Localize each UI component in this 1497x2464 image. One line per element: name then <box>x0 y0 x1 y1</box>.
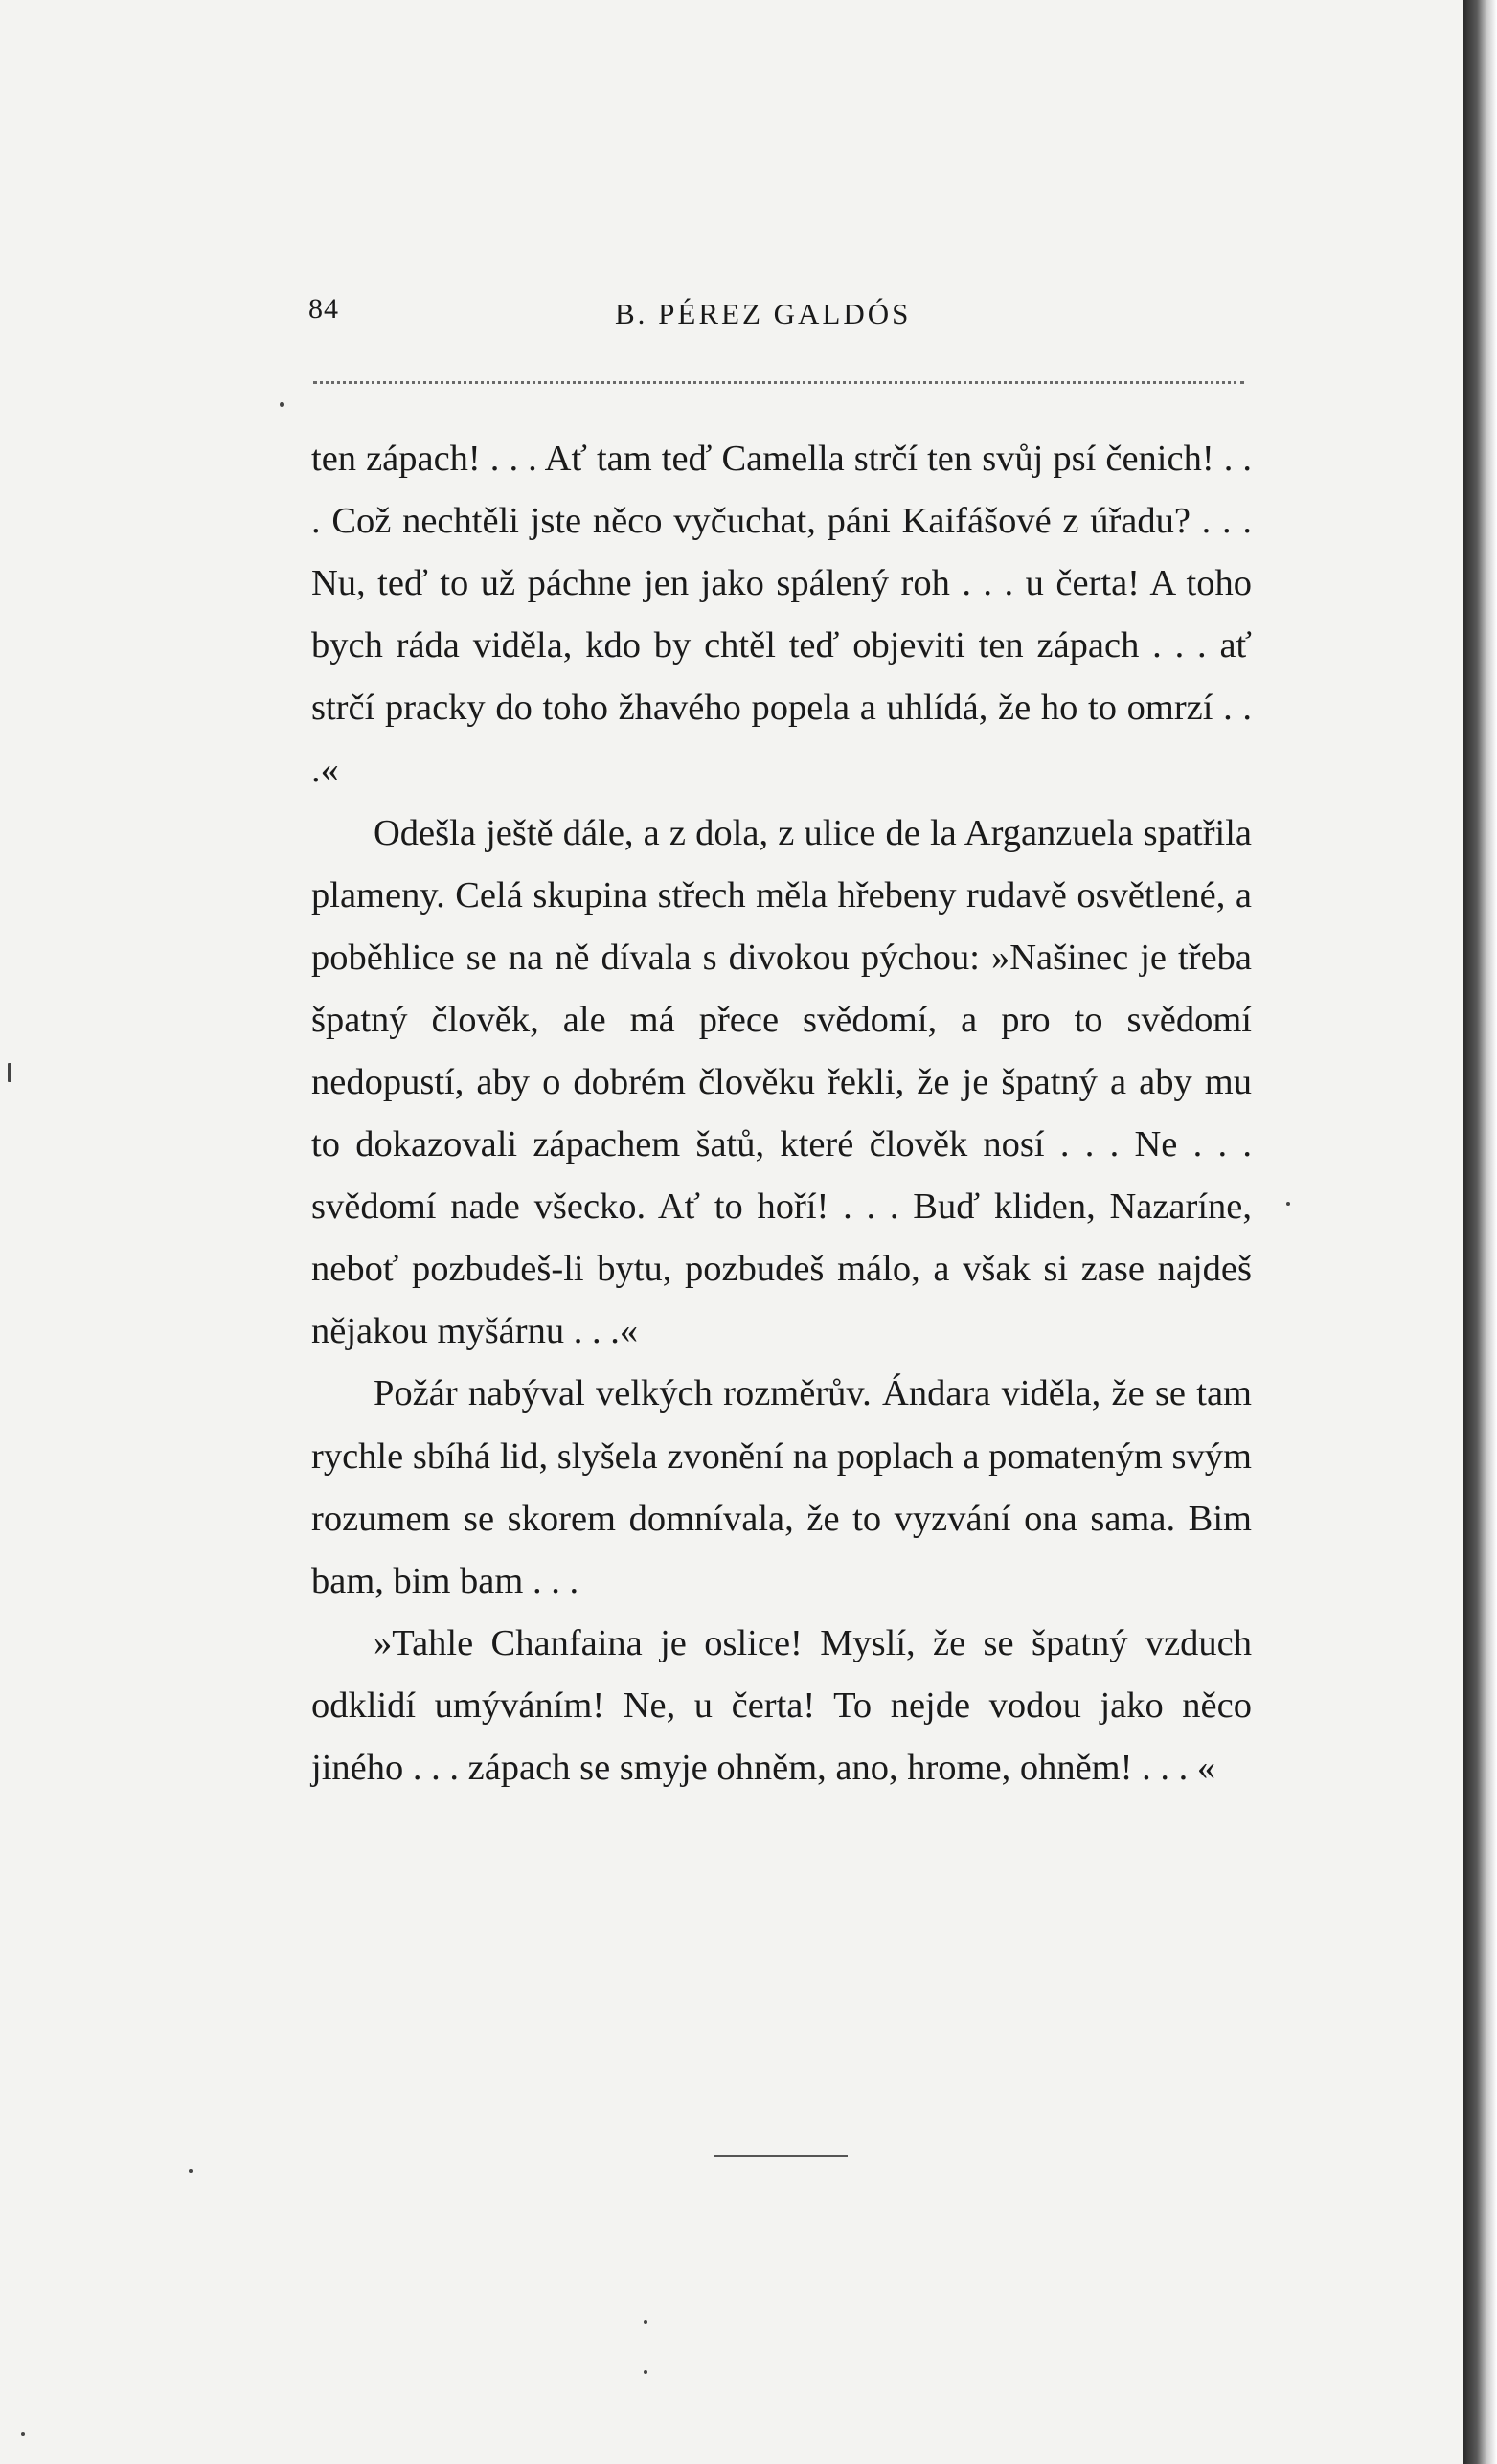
dust-speck <box>189 2169 193 2173</box>
header-rule <box>313 381 1244 384</box>
page-header <box>308 293 1268 341</box>
dust-speck <box>1286 1202 1290 1206</box>
dust-speck <box>644 2320 647 2324</box>
paragraph: Požár nabýval velkých rozměrův. Ándara viděla, že se tam rychle sbíhá lid, slyšela zvonění na poplach a pomateným svým rozumem se skorem domnívala, že to vyzvání ona sama. Bim bam, bim bam . . . <box>311 1373 1252 1601</box>
page-number: 84 <box>308 293 339 325</box>
dust-speck <box>8 1063 11 1082</box>
paragraph: »Tahle Chanfaina je oslice! Myslí, že se špatný vzduch odklidí umýváním! Ne, u čerta! To nejde vodou jako něco jiného . . . zápach se smyje ohněm, ano, hrome, ohněm! . . . « <box>311 1622 1252 1788</box>
running-head: B. PÉREZ GALDÓS <box>615 297 912 330</box>
dust-speck <box>21 2432 25 2436</box>
dust-speck <box>280 402 284 407</box>
paragraph: Odešla ještě dále, a z dola, z ulice de la Arganzuela spatřila plameny. Celá skupina střech měla hřebeny rudavě osvětlené, a poběhlice se na ně dívala s divokou pýchou: »Našinec je třeba špatný člověk, ale má přece svědomí, a pro to svědomí nedopustí, aby o dobrém člověku řekli, že je špatný a aby mu to dokazovali zápachem šatů, které člověk nosí . . . Ne . . . svědomí nade všecko. Ať to hoří! . . . Buď kliden, Nazaríne, neboť pozbudeš-li bytu, pozbudeš málo, a však si zase najdeš nějakou myšárnu . . .« <box>311 812 1252 1352</box>
end-rule <box>714 2155 848 2157</box>
body-text <box>311 428 1252 1799</box>
paragraph: ten zápach! . . . Ať tam teď Camella strčí ten svůj psí čenich! . . . Což nechtěli jste něco vyčuchat, páni Kaifášové z úřadu? . . . Nu, teď to už páchne jen jako spálený roh . . . u čerta! A toho bych ráda viděla, kdo by chtěl teď objeviti ten zápach . . . ať strčí pracky do toho žhavého popela a uhlídá, že ho to omrzí . . .« <box>311 439 1252 791</box>
dust-speck <box>644 2370 647 2374</box>
binding-edge <box>1463 0 1497 2464</box>
